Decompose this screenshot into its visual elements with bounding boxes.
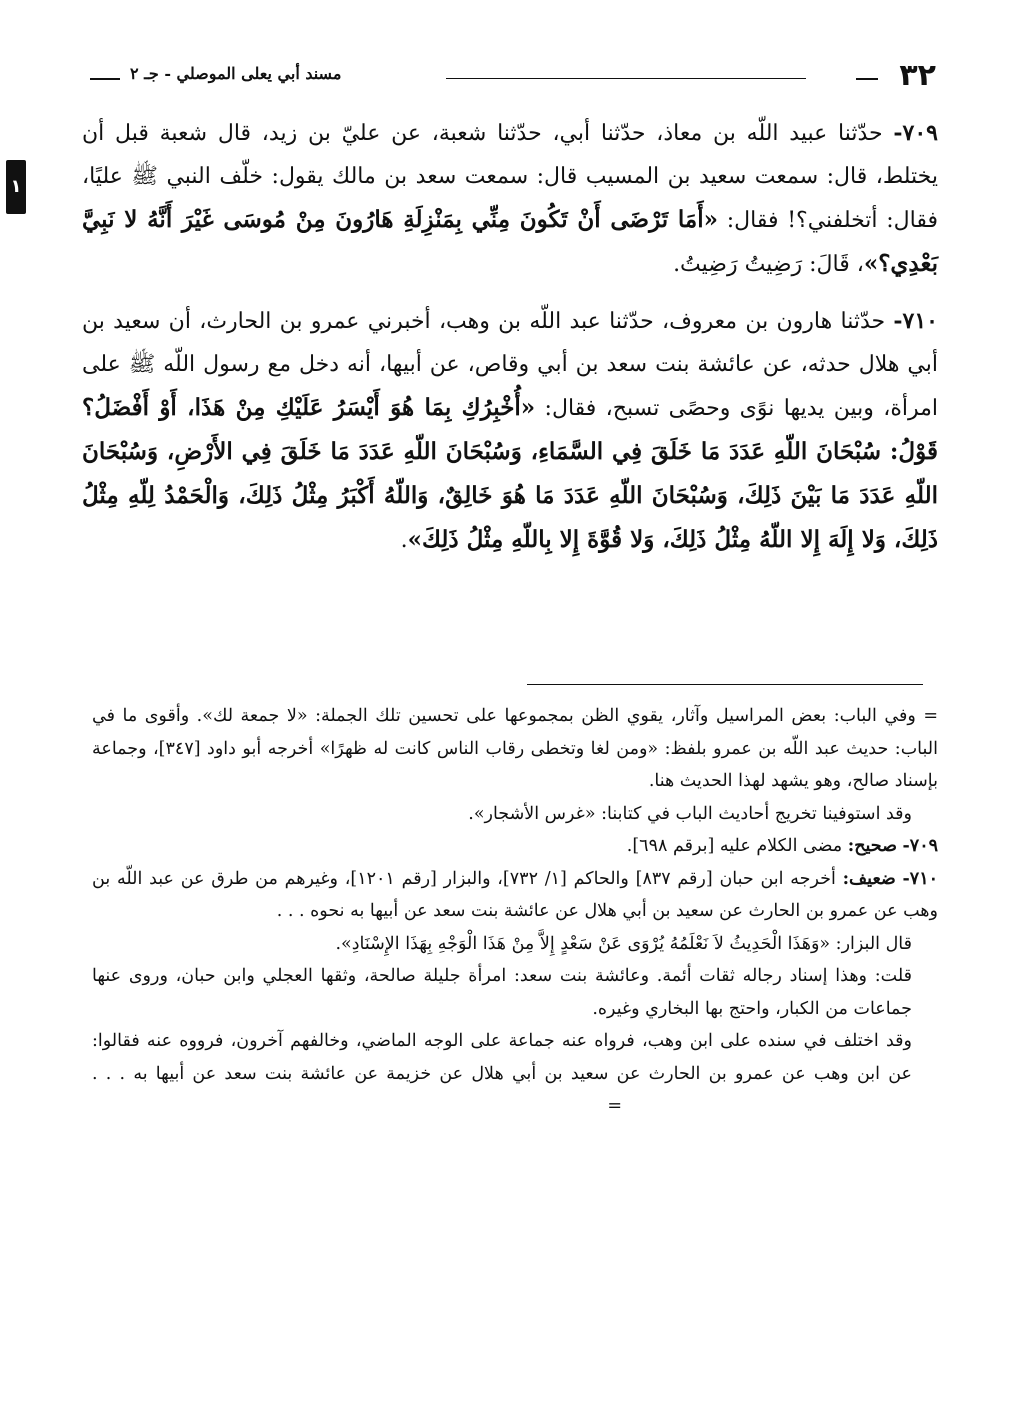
header-dash: [856, 78, 878, 80]
hadith-chain: حدّثنا عبيد اللّه بن معاذ، حدّثنا أبي، حدّثنا شعبة، عن عليّ بن زيد، قال شعبة قبل أن يختلط، قال: سمعت سعيد بن المسيب قال: سمعت سعد بن مالك يقول: خلّف النبي ﷺ عليًا، فقال: أتخلفني؟! فقال:: [82, 121, 938, 233]
hadith-710: [82, 300, 938, 562]
page-number: ٣٢: [899, 58, 936, 93]
footnote-709: [92, 830, 938, 863]
hadith-number: ٧١٠-: [893, 308, 938, 334]
footnote-grade: صحيح:: [847, 836, 897, 856]
footnote-number: ٧٠٩-: [902, 836, 938, 856]
hadith-number: ٧٠٩-: [893, 120, 938, 146]
side-marker: ١: [6, 160, 26, 214]
footnote-text: وقد اختلف في سنده على ابن وهب، فرواه عنه جماعة على الوجه الماضي، وخالفهم آخرون، فرووه عنه فقالوا: عن ابن وهب عن عمرو بن الحارث عن سعيد بن أبي هلال عن خزيمة عن عائشة بنت سعد عن أبيها به . . .: [92, 1031, 912, 1084]
footnote-text: أخرجه ابن حبان [رقم ٨٣٧] والحاكم [١/ ٧٣٢]، والبزار [رقم ١٢٠١]، وغيرهم من طرق عن عبد اللّه بن وهب عن عمرو بن الحارث عن سعيد بن أبي هلال عن عائشة بنت سعد عن أبيها به نحوه . . .: [92, 868, 938, 921]
header-rule: [446, 78, 806, 79]
footnote-710: [92, 863, 938, 928]
hadith-ending: .: [400, 528, 408, 553]
footnote-bazzar: قال البزار: «وَهَذَا الْحَدِيثُ لاَ نَعْلَمُهُ يُرْوَى عَنْ سَعْدٍ إِلاَّ مِنْ هَذَا الْوَجْهِ بِهَذَا الإِسْنَادِ».: [335, 933, 912, 954]
footnote-text: مضى الكلام عليه [برقم ٦٩٨].: [626, 836, 843, 856]
running-header: [90, 58, 936, 98]
hadith-709: [82, 112, 938, 286]
hadith-quote: «أُخْبِرُكِ بِمَا هُوَ أَيْسَرُ عَلَيْكِ مِنْ هَذَا، أَوْ أَفْضَلُ؟ قَوْلُ: سُبْحَانَ اللّهِ عَدَدَ مَا خَلَقَ فِي السَّمَاءِ، وَسُبْحَانَ اللّهِ عَدَدَ مَا خَلَقَ فِي الأَرْضِ، وَسُبْحَانَ اللّهِ عَدَدَ مَا بَيْنَ ذَلِكَ، وَسُبْحَانَ اللّهِ عَدَدَ مَا هُوَ خَالِقٌ، وَاللّهُ أَكْبَرُ مِثْلُ ذَلِكَ، وَالْحَمْدُ لِلّهِ مِثْلُ ذَلِكَ، وَلا إِلَهَ إِلا اللّهُ مِثْلُ ذَلِكَ، وَلا قُوَّةَ إِلا بِاللّهِ مِثْلُ ذَلِكَ»: [82, 394, 938, 553]
footnote-number: ٧١٠-: [902, 868, 938, 889]
footnote-ikhtilaf: [92, 1025, 938, 1123]
footnote-continuation: = وفي الباب: بعض المراسيل وآثار، يقوي الظن بمجموعها على تحسين تلك الجملة: «لا جمعة لك». وأقوى ما في الباب: حديث عبد اللّه بن عمرو بلفظ: «ومن لغا وتخطى رقاب الناس كانت له ظهرًا» أخرجه أبو داود [٣٤٧]، وجماعة بإسناد صالح، وهو يشهد لهذا الحديث هنا.: [92, 706, 938, 791]
hadith-chain: حدّثنا هارون بن معروف، حدّثنا عبد اللّه بن وهب، أخبرني عمرو بن الحارث، أن سعيد بن أبي هلال حدثه، عن عائشة بنت سعد بن أبي وقاص، عن أبيها، أنه دخل مع رسول اللّه ﷺ على امرأة، وبين يديها نوًى وحصًى تسبح، فقال:: [82, 309, 938, 421]
footnote-grade: ضعيف:: [842, 868, 896, 889]
footnotes: [92, 700, 938, 1123]
main-text: [82, 112, 938, 576]
hadith-quote: «أَمَا تَرْضَى أَنْ تَكُونَ مِنِّي بِمَنْزِلَةِ هَارُونَ مِنْ مُوسَى غَيْرَ أَنَّهُ لا نَبِيَّ بَعْدِي؟»: [82, 206, 938, 277]
running-title: مسند أبي يعلى الموصلي - جـ ٢: [130, 64, 342, 83]
footnote-separator: [527, 684, 923, 685]
continue-mark: =: [607, 1096, 622, 1116]
hadith-ending: ، قَالَ: رَضِيتُ رَضِيتُ.: [673, 252, 864, 277]
footnote-continuation-2: وقد استوفينا تخريج أحاديث الباب في كتابنا: «غرس الأشجار».: [468, 803, 912, 824]
footnote-qultu: قلت: وهذا إسناد رجاله ثقات أئمة. وعائشة بنت سعد: امرأة جليلة صالحة، وثقها العجلي وابن حبان، وروى عنها جماعات من الكبار، واحتج بها البخاري وغيره.: [92, 966, 912, 1019]
header-dash: [90, 78, 120, 80]
